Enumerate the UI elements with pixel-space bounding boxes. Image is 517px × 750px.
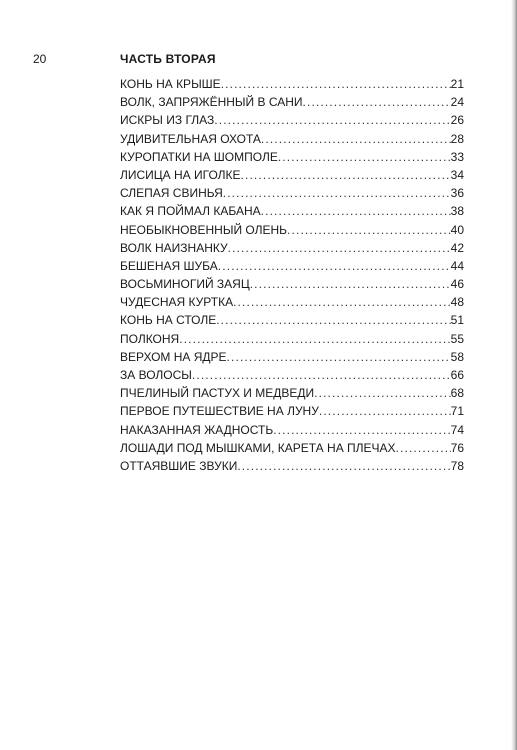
dot-leader xyxy=(241,166,451,184)
dot-leader xyxy=(319,402,451,420)
toc-entry-page: 33 xyxy=(450,149,464,164)
dot-leader xyxy=(273,421,450,439)
toc-entry-page: 68 xyxy=(450,386,464,401)
toc-entry-title: ПОЛКОНЯ xyxy=(120,331,180,346)
dot-leader xyxy=(250,275,451,293)
dot-leader xyxy=(223,184,451,202)
toc-entry-title: ВЕРХОМ НА ЯДРЕ xyxy=(120,349,227,364)
dot-leader xyxy=(221,75,451,93)
toc-entry[interactable] xyxy=(120,275,464,293)
toc-entry[interactable] xyxy=(120,366,464,384)
toc-entry-title: КАК Я ПОЙМАЛ КАБАНА xyxy=(120,204,261,219)
toc-entry[interactable] xyxy=(120,202,464,220)
toc-entry-page: 55 xyxy=(450,331,464,346)
toc-entry-title: ВОСЬМИНОГИЙ ЗАЯЦ xyxy=(120,277,250,292)
toc-entry-page: 74 xyxy=(450,422,464,437)
dot-leader xyxy=(261,202,451,220)
toc-entry-page: 26 xyxy=(450,113,464,128)
dot-leader xyxy=(396,439,451,457)
toc-entry-page: 78 xyxy=(450,458,464,473)
dot-leader xyxy=(314,384,450,402)
toc-entry[interactable] xyxy=(120,239,464,257)
dot-leader xyxy=(278,148,451,166)
toc-entry-title: ЧУДЕСНАЯ КУРТКА xyxy=(120,295,234,310)
dot-leader xyxy=(233,293,451,311)
dot-leader xyxy=(237,457,450,475)
toc-entry[interactable] xyxy=(120,221,464,239)
dot-leader xyxy=(261,130,451,148)
toc-entry-title: НЕОБЫКНОВЕННЫЙ ОЛЕНЬ xyxy=(120,222,288,237)
toc-entry-title: ИСКРЫ ИЗ ГЛАЗ xyxy=(120,113,215,128)
dot-leader xyxy=(227,348,451,366)
dot-leader xyxy=(216,311,450,329)
table-of-contents xyxy=(120,75,464,475)
toc-entry[interactable] xyxy=(120,166,464,184)
toc-entry[interactable] xyxy=(120,111,464,129)
toc-entry-page: 28 xyxy=(450,131,464,146)
toc-entry-title: КОНЬ НА КРЫШЕ xyxy=(120,77,221,91)
toc-entry-page: 48 xyxy=(450,295,464,310)
page-number: 20 xyxy=(33,52,47,66)
toc-entry[interactable] xyxy=(120,257,464,275)
toc-entry-title: НАКАЗАННАЯ ЖАДНОСТЬ xyxy=(120,422,274,437)
toc-entry-title: ВОЛК НАИЗНАНКУ xyxy=(120,240,228,255)
toc-entry-page: 38 xyxy=(450,204,464,219)
toc-entry-title: ЛОШАДИ ПОД МЫШКАМИ, КАРЕТА НА ПЛЕЧАХ xyxy=(120,440,396,455)
dot-leader xyxy=(303,93,451,111)
toc-entry[interactable] xyxy=(120,348,464,366)
toc-entry-title: СЛЕПАЯ СВИНЬЯ xyxy=(120,186,223,201)
toc-entry-title: БЕШЕНАЯ ШУБА xyxy=(120,258,218,273)
toc-entry-title: КУРОПАТКИ НА ШОМПОЛЕ xyxy=(120,149,278,164)
toc-entry-page: 71 xyxy=(450,404,464,419)
toc-entry[interactable] xyxy=(120,184,464,202)
toc-entry[interactable] xyxy=(120,75,464,93)
toc-entry[interactable] xyxy=(120,439,464,457)
toc-entry-title: ПЧЕЛИНЫЙ ПАСТУХ И МЕДВЕДИ xyxy=(120,386,315,401)
toc-entry-title: ОТТАЯВШИЕ ЗВУКИ xyxy=(120,458,238,473)
toc-entry-title: КОНЬ НА СТОЛЕ xyxy=(120,313,217,328)
toc-entry[interactable] xyxy=(120,384,464,402)
section-title: ЧАСТЬ ВТОРАЯ xyxy=(120,52,216,66)
toc-entry[interactable] xyxy=(120,311,464,329)
dot-leader xyxy=(218,257,451,275)
toc-entry-page: 51 xyxy=(450,313,464,328)
toc-entry-page: 40 xyxy=(450,222,464,237)
toc-entry-page: 76 xyxy=(450,440,464,455)
toc-entry[interactable] xyxy=(120,293,464,311)
toc-entry-title: ЗА ВОЛОСЫ xyxy=(120,368,192,382)
toc-entry-page: 24 xyxy=(450,95,464,110)
toc-entry[interactable] xyxy=(120,330,464,348)
toc-entry-title: ВОЛК, ЗАПРЯЖЁННЫЙ В САНИ xyxy=(120,95,303,110)
toc-entry-page: 42 xyxy=(450,240,464,255)
toc-entry-page: 36 xyxy=(450,186,464,201)
toc-entry[interactable] xyxy=(120,130,464,148)
toc-entry[interactable] xyxy=(120,148,464,166)
dot-leader xyxy=(192,366,451,384)
toc-entry[interactable] xyxy=(120,93,464,111)
toc-entry-page: 21 xyxy=(450,77,464,91)
dot-leader xyxy=(287,221,451,239)
toc-entry-page: 58 xyxy=(450,349,464,364)
toc-entry-page: 44 xyxy=(450,258,464,273)
toc-entry[interactable] xyxy=(120,457,464,475)
dot-leader xyxy=(179,330,450,348)
dot-leader xyxy=(214,111,450,129)
toc-entry[interactable] xyxy=(120,421,464,439)
page-edge-shadow xyxy=(511,0,517,750)
toc-entry-page: 34 xyxy=(450,167,464,182)
toc-entry-page: 66 xyxy=(450,368,464,382)
toc-entry-title: ЛИСИЦА НА ИГОЛКЕ xyxy=(120,167,241,182)
dot-leader xyxy=(228,239,451,257)
toc-entry[interactable] xyxy=(120,402,464,420)
toc-entry-page: 46 xyxy=(450,277,464,292)
toc-entry-title: ПЕРВОЕ ПУТЕШЕСТВИЕ НА ЛУНУ xyxy=(120,404,319,419)
toc-entry-title: УДИВИТЕЛЬНАЯ ОХОТА xyxy=(120,131,261,146)
